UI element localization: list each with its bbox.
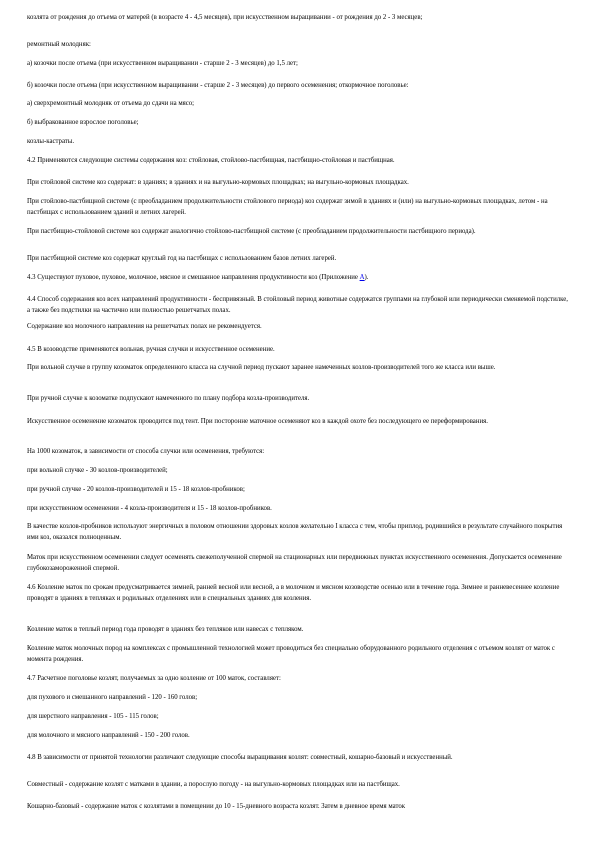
paragraph-stall-system: При стойловой системе коз содержат: в зданиях; в зданиях и на выгульно-кормовых площадках; на выгульно-кормовых площадках. xyxy=(27,179,409,186)
paragraph-item-a-surplus: а) сверхремонтный молодняк от отъема до сдачи на мясо; xyxy=(27,100,195,107)
paragraph-hand-mating-count: при ручной случке - 20 козлов-производителей и 15 - 18 козлов-пробников; xyxy=(27,486,245,493)
paragraph-teaser-bucks: В качестве козлов-пробников используют энергичных в половом отношении здоровых козлов желательно I класса с тем, чтобы приплод, родившийся в результате случайного покрытия ими коз, оказался полноценным. xyxy=(27,523,563,541)
paragraph-dairy-meat-yield: для молочного и мясного направлений - 150 - 200 голов. xyxy=(27,732,190,739)
appendix-a-link[interactable]: А xyxy=(359,274,365,281)
paragraph-fresh-semen: Маток при искусственном осеменении следует осеменять свежеполученной спермой на стационарных или передвижных пунктах искусственного осеменения. Допускается осеменение глубокозамороженной спермой. xyxy=(27,554,562,572)
paragraph-4-7: 4.7 Расчетное поголовье козлят, получаемых за одно козление от 100 маток, составляет: xyxy=(27,675,281,682)
paragraph-4-2: 4.2 Применяются следующие системы содержания коз: стойловая, стойлово-пастбищная, пастбищно-стойловая и пастбищная. xyxy=(27,157,395,164)
paragraph-item-b-culled: б) выбракованное взрослое поголовье; xyxy=(27,119,139,126)
paragraph-castrates: козлы-кастраты. xyxy=(27,138,75,145)
paragraph-item-b-doelings: б) козочки после отъема (при искусственном выращивании - старше 2 - 3 месяцев) до первого осеменения; откормочное поголовье: xyxy=(27,82,409,89)
paragraph-pasture-system: При пастбищной системе коз содержат круглый год на пастбищах с использованием базов летних лагерей. xyxy=(27,255,337,262)
paragraph-joint-rearing: Совместный - содержание козлят с матками в здании, а порослую погоду - на выгульно-кормовых площадках или на пастбищах. xyxy=(27,781,400,788)
paragraph-down-mixed-yield: для пухового и смешанного направлений - 120 - 160 голов; xyxy=(27,694,198,701)
paragraph-free-mating-count: при вольной случке - 30 козлов-производителей; xyxy=(27,467,168,474)
paragraph-4-3 xyxy=(27,272,570,283)
paragraph-4-3-tail: ). xyxy=(364,274,369,281)
paragraph-4-5: 4.5 В козоводстве применяются вольная, ручная случки и искусственное осеменение. xyxy=(27,346,275,353)
paragraph-kids: козлята от рождения до отъема от матерей (в возрасте 4 - 4,5 месяцев), при искусственном выращивании - от рождения до 2 - 3 месяцев; xyxy=(27,14,423,21)
paragraph-ai-count: при искусственном осеменении - 4 козла-производителя и 15 - 18 козлов-пробников. xyxy=(27,505,272,512)
paragraph-pasture-stall-system: При пастбищно-стойловой системе коз содержат аналогично стойлово-пастбищной системе (с преобладанием продолжительности пастбищного периода). xyxy=(27,228,476,235)
paragraph-warm-kidding: Козление маток в теплый период года проводят в зданиях без тепляков или навесах с тепляком. xyxy=(27,626,304,633)
paragraph-item-a-doelings: а) козочки после отъема (при искусственном выращивании - старше 2 - 3 месяцев) до 1,5 лет; xyxy=(27,60,298,67)
paragraph-hand-mating: При ручной случке к козоматке подпускают намеченного по плану подбора козла-производителя. xyxy=(27,395,310,402)
paragraph-dairy-kidding: Козление маток молочных пород на комплексах с промышленной технологией может проводиться без специально оборудованного родильного отделения с отъемом козлят от маток с момента рождения. xyxy=(27,645,555,663)
paragraph-4-6: 4.6 Козление маток по срокам предусматривается зимней, ранней весной или весной, а в молочном и мясном козоводстве осенью или в течение года. Зимнее и ранневесеннее козление проводят в зданиях в тепляках и родильных отделениях или в специальных зданиях для козления. xyxy=(27,584,560,602)
paragraph-wool-yield: для шерстного направления - 105 - 115 голов; xyxy=(27,713,159,720)
paragraph-stall-pasture-system: При стойлово-пастбищной системе (с преобладанием продолжительности стойлового периода) коз содержат зимой в зданиях и (или) на выгульно-кормовых площадках, летом - на пастбищах с использованием зданий и летних лагерей. xyxy=(27,198,548,216)
paragraph-4-3-text: 4.3 Существуют пуховое, пуховое, молочное, мясное и смешанное направления продуктивности коз (Приложение xyxy=(27,274,358,281)
paragraph-per-1000-does: На 1000 козоматок, в зависимости от способа случки или осеменения, требуются: xyxy=(27,448,265,455)
paragraph-free-mating: При вольной случке в группу козоматок определенного класса на случной период пускают заранее намеченных козлов-производителей того же класса или выше. xyxy=(27,364,496,371)
paragraph-4-8: 4.8 В зависимости от принятой технологии различают следующие способы выращивания козлят: совместный, кошарно-базовый и искусственный. xyxy=(27,754,453,761)
paragraph-4-4: 4.4 Способ содержания коз всех направлений продуктивности - беспривязный. В стойловый период животные содержатся группами на глубокой или периодически сменяемой подстилке, а также без подстилки на частично или полностью решетчатых полах. xyxy=(27,296,568,314)
paragraph-artificial-insemination: Искусственное осеменение козоматок проводится под тент. При посторонне маточное осеменяют коз в каждой охоте без последующего ее переформирования. xyxy=(27,418,488,425)
paragraph-dairy-floor-note: Содержание коз молочного направления на решетчатых полах не рекомендуется. xyxy=(27,323,262,330)
paragraph-shed-base-rearing: Кошарно-базовый - содержание маток с козлятами в помещении до 10 - 15-дневного возраста козлят. Затем в дневное время маток xyxy=(27,803,406,810)
paragraph-replacement-youngstock: ремонтный молодняк: xyxy=(27,41,91,48)
